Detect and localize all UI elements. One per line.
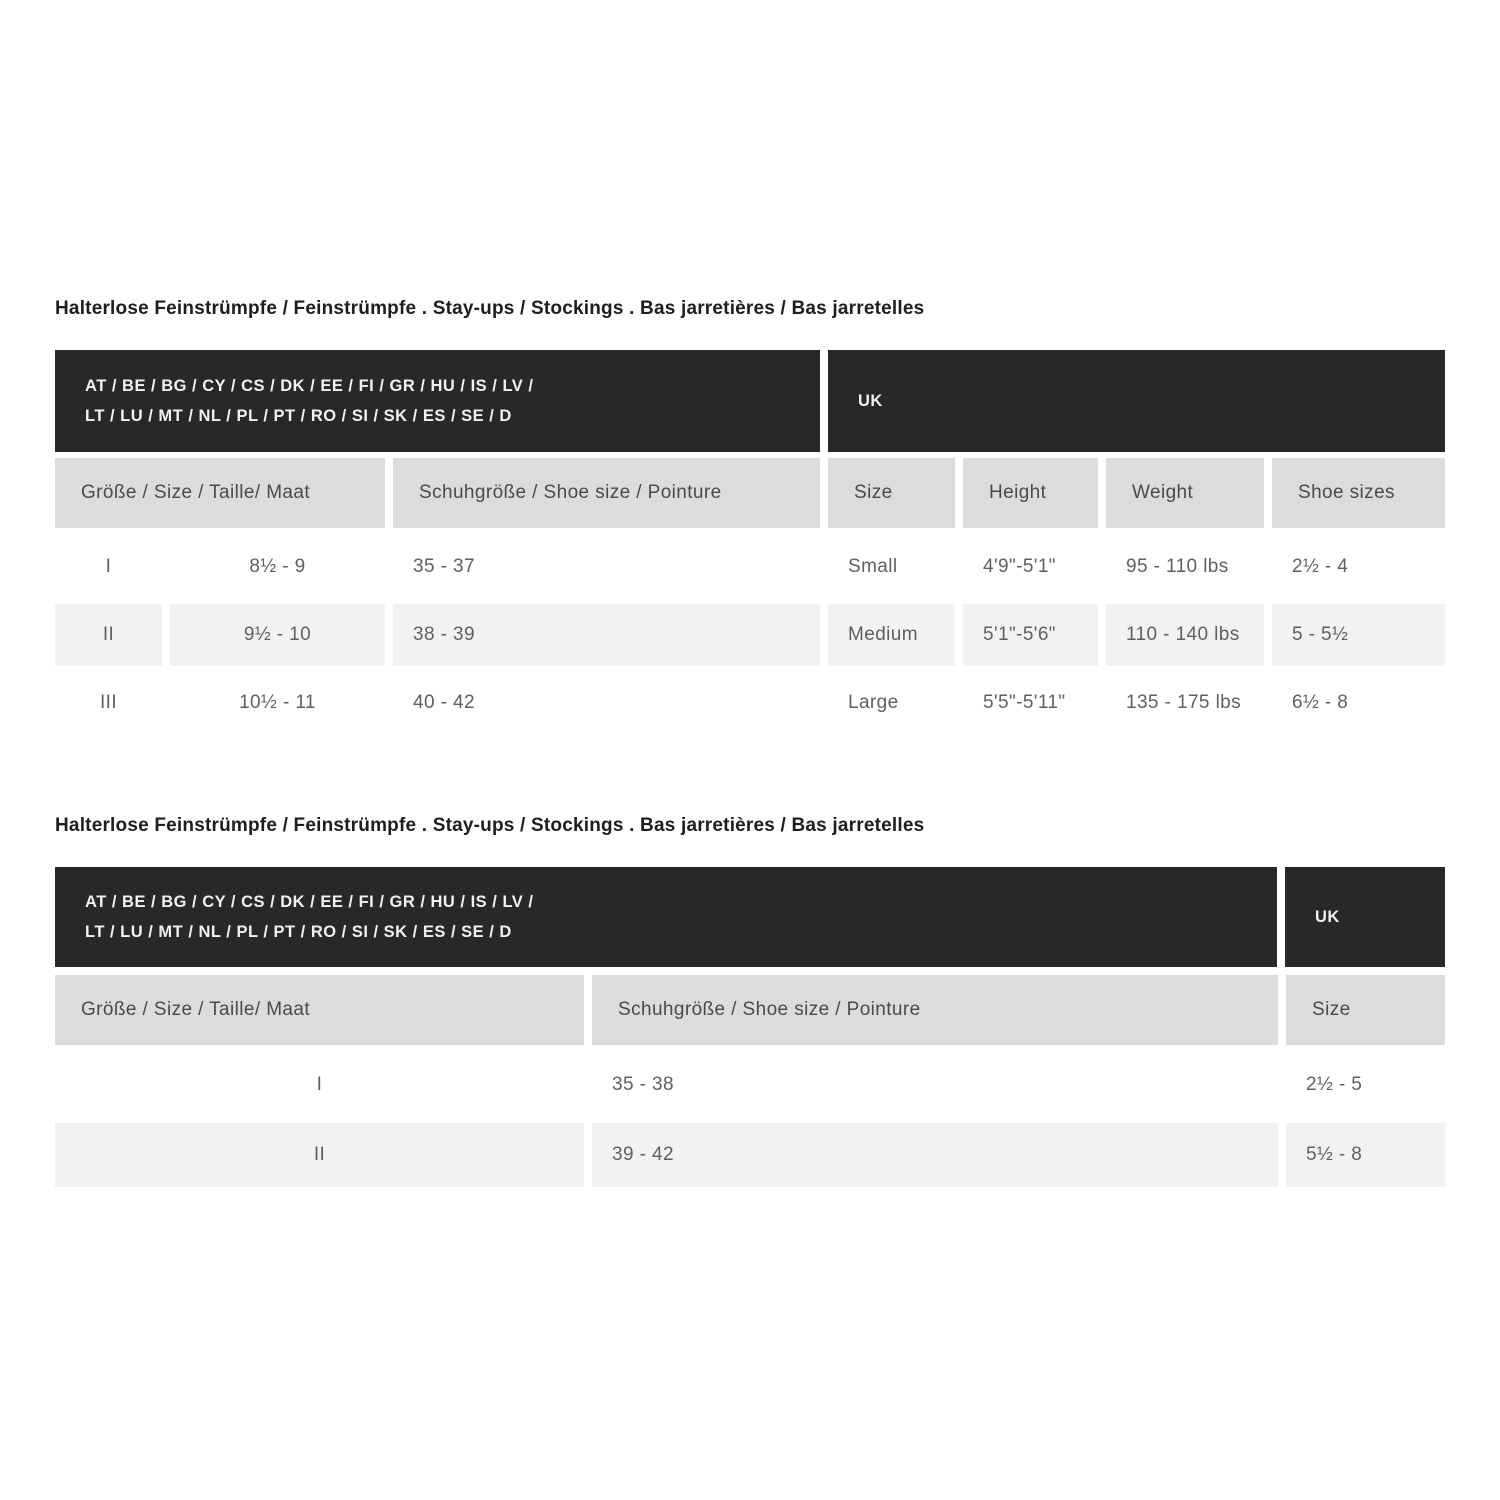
cell-height: 4'9"-5'1" (983, 556, 1056, 577)
cell-shoe-size-eu: 35 - 38 (612, 1074, 674, 1095)
cell-size-number: II (55, 1123, 584, 1187)
cell-size-label: Medium (828, 604, 955, 666)
cell-shoe-size-eu: 39 - 42 (592, 1123, 1278, 1187)
uk-header-label: UK (858, 392, 883, 410)
cell-shoe-size-uk: 6½ - 8 (1292, 692, 1349, 713)
eu-countries-line2: LT / LU / MT / NL / PL / PT / RO / SI / SK / ES / SE / D (85, 407, 512, 425)
cell-shoe-size-uk: 2½ - 4 (1292, 556, 1349, 577)
eu-countries-line2: LT / LU / MT / NL / PL / PT / RO / SI / SK / ES / SE / D (85, 923, 512, 941)
region-header-row-1 (55, 350, 1445, 452)
table-row-size-1 (55, 536, 1445, 598)
cell-size-number: II (55, 604, 162, 666)
uk-header-1 (828, 350, 1445, 452)
cell-shoe-size-uk: 5½ - 8 (1286, 1123, 1445, 1187)
cell-size-label: Large (848, 692, 899, 713)
cell-size-range: 8½ - 9 (249, 556, 306, 577)
cell-shoe-size-eu: 40 - 42 (413, 692, 475, 713)
column-header-shoe-sizes: Shoe sizes (1272, 458, 1445, 528)
table-row-size-2 (55, 1123, 1445, 1187)
eu-countries-header-2 (55, 867, 1277, 967)
table-row-size-2 (55, 604, 1445, 666)
size-chart-title-2: Halterlose Feinstrümpfe / Feinstrümpfe . Stay-ups / Stockings . Bas jarretières / Bas jarretelles (55, 815, 925, 836)
cell-size-range: 9½ - 10 (170, 604, 385, 666)
column-header-row-1 (55, 458, 1445, 528)
column-header-row-2 (55, 975, 1445, 1045)
cell-shoe-size-eu: 38 - 39 (393, 604, 820, 666)
column-header-size: Size (828, 458, 955, 528)
column-header-groesse: Größe / Size / Taille/ Maat (55, 975, 584, 1045)
column-header-weight: Weight (1106, 458, 1264, 528)
column-header-schuhgroesse: Schuhgröße / Shoe size / Pointure (592, 975, 1278, 1045)
cell-size-range: 10½ - 11 (239, 692, 316, 713)
eu-countries-line1: AT / BE / BG / CY / CS / DK / EE / FI / GR / HU / IS / LV / (85, 893, 534, 911)
table-row-size-1 (55, 1053, 1445, 1117)
region-header-row-2 (55, 867, 1445, 967)
uk-header-2 (1285, 867, 1445, 967)
cell-shoe-size-uk: 5 - 5½ (1272, 604, 1445, 666)
cell-weight: 110 - 140 lbs (1106, 604, 1264, 666)
uk-header-label: UK (1315, 908, 1340, 926)
column-header-height: Height (963, 458, 1098, 528)
cell-height: 5'5"-5'11" (983, 692, 1066, 713)
cell-shoe-size-eu: 35 - 37 (413, 556, 475, 577)
eu-countries-line1: AT / BE / BG / CY / CS / DK / EE / FI / GR / HU / IS / LV / (85, 377, 534, 395)
size-chart-table-stayups-1 (55, 297, 1445, 734)
eu-countries-header-1 (55, 350, 820, 452)
cell-size-number: III (99, 692, 118, 713)
column-header-groesse: Größe / Size / Taille/ Maat (55, 458, 385, 528)
cell-height: 5'1"-5'6" (963, 604, 1098, 666)
table-row-size-3 (55, 672, 1445, 734)
column-header-schuhgroesse: Schuhgröße / Shoe size / Pointure (393, 458, 820, 528)
size-chart-table-stayups-2 (55, 814, 1445, 1187)
column-header-size: Size (1286, 975, 1445, 1045)
cell-weight: 95 - 110 lbs (1126, 556, 1229, 577)
cell-size-number: I (316, 1074, 323, 1095)
size-chart-title-1: Halterlose Feinstrümpfe / Feinstrümpfe . Stay-ups / Stockings . Bas jarretières / Bas jarretelles (55, 298, 925, 319)
cell-weight: 135 - 175 lbs (1126, 692, 1242, 713)
cell-size-number: I (105, 556, 112, 577)
cell-size-label: Small (848, 556, 898, 577)
cell-shoe-size-uk: 2½ - 5 (1306, 1074, 1363, 1095)
size-chart-content (55, 297, 1445, 1193)
